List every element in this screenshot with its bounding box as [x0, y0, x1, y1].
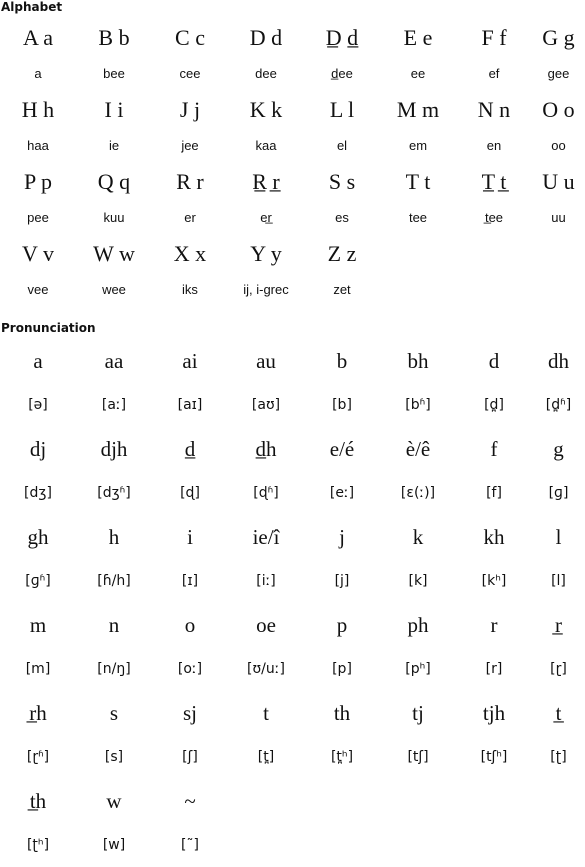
spelling-cell: gh: [27, 525, 49, 549]
letter-name-cell: en: [486, 138, 502, 153]
ipa-cell: [ɽ]: [550, 661, 567, 677]
letter-name-cell: ij, i-grec: [243, 282, 289, 297]
pronunciation-spelling-row: [0, 339, 585, 383]
spelling-cell: [304, 779, 380, 823]
letter-name-cell: zet: [333, 282, 351, 297]
spelling-cell: dh: [548, 349, 569, 373]
letter-name-cell: a: [34, 66, 42, 81]
alphabet-heading: Alphabet: [1, 0, 63, 14]
letter-cell: G g: [542, 25, 575, 50]
letter-name-cell: [532, 272, 585, 308]
letter-name-cell: haa: [27, 138, 49, 153]
letter-name-cell: bee: [103, 66, 125, 81]
letter-cell: X x: [173, 241, 207, 266]
spelling-cell: ~: [184, 789, 196, 813]
letter-name-cell: t̲ee: [484, 210, 504, 225]
letter-cell: I i: [104, 97, 124, 122]
ipa-cell: [tʃ]: [407, 749, 429, 765]
pronunciation-ipa-row: [0, 471, 585, 515]
letter-name-cell: tee: [408, 210, 428, 225]
spelling-cell: th: [333, 701, 351, 725]
pronunciation-spelling-row: [0, 779, 585, 823]
spelling-cell: tj: [412, 701, 424, 725]
letter-name-cell: jee: [181, 138, 199, 153]
ipa-cell: [s]: [104, 749, 124, 765]
letter-name-cell: es: [335, 210, 349, 225]
letter-name-cell: oo: [551, 138, 566, 153]
spelling-cell: i: [187, 525, 193, 549]
alphabet-table: [0, 20, 585, 308]
spelling-cell: r̲h: [29, 701, 47, 725]
letter-name-cell: er: [184, 210, 196, 225]
spelling-cell: t̲: [555, 701, 562, 725]
letter-name-cell: iks: [182, 282, 198, 297]
spelling-cell: b: [336, 349, 348, 373]
pronunciation-ipa-row: [0, 647, 585, 691]
spelling-cell: è/ê: [405, 437, 431, 461]
ipa-cell: [oː]: [177, 661, 203, 677]
letter-name-cell: gee: [547, 66, 570, 81]
ipa-cell: [532, 823, 585, 867]
ipa-cell: [ə]: [28, 397, 48, 413]
alphabet-letter-row: [0, 20, 585, 56]
spelling-cell: sj: [182, 701, 197, 725]
spelling-cell: aa: [104, 349, 124, 373]
letter-cell: V v: [22, 241, 54, 266]
ipa-cell: [ɖʱ]: [253, 485, 279, 501]
spelling-cell: bh: [407, 349, 429, 373]
alphabet-letter-row: [0, 236, 585, 272]
pronunciation-ipa-row: [0, 383, 585, 427]
letter-cell: U u: [542, 169, 575, 194]
ipa-cell: [ʃ]: [182, 749, 198, 765]
spelling-cell: m: [29, 613, 47, 637]
spelling-cell: d̲: [184, 437, 196, 461]
spelling-cell: djh: [100, 437, 128, 461]
letter-cell: [380, 236, 456, 272]
spelling-cell: p: [336, 613, 348, 637]
alphabet-letter-row: [0, 164, 585, 200]
letter-cell: [456, 236, 532, 272]
letter-name-cell: cee: [179, 66, 201, 81]
letter-name-cell: ee: [410, 66, 426, 81]
spelling-cell: a: [33, 349, 43, 373]
spelling-cell: r: [490, 613, 498, 637]
letter-cell: T t: [405, 169, 431, 194]
letter-cell: Q q: [97, 169, 131, 194]
spelling-cell: [532, 779, 585, 823]
letter-cell: S s: [328, 169, 356, 194]
spelling-cell: f: [490, 437, 498, 461]
alphabet-letter-row: [0, 92, 585, 128]
ipa-cell: [ɡʱ]: [25, 573, 51, 589]
letter-name-cell: [380, 272, 456, 308]
ipa-cell: [b]: [332, 397, 352, 413]
letter-cell: J j: [179, 97, 201, 122]
letter-name-cell: [456, 272, 532, 308]
ipa-cell: [t̪]: [257, 749, 275, 765]
letter-cell: W w: [93, 241, 135, 266]
ipa-cell: [ɡ]: [548, 485, 569, 501]
ipa-cell: [n/ŋ]: [97, 661, 131, 677]
spelling-cell: ph: [407, 613, 429, 637]
spelling-cell: d̲h: [255, 437, 277, 461]
ipa-cell: [dʒʱ]: [97, 485, 131, 501]
ipa-cell: [m]: [25, 661, 51, 677]
ipa-cell: [˜]: [181, 837, 199, 853]
letter-name-cell: em: [408, 138, 428, 153]
letter-name-cell: ef: [488, 66, 500, 81]
pronunciation-spelling-row: [0, 427, 585, 471]
letter-cell: K k: [249, 97, 283, 122]
ipa-cell: [380, 823, 456, 867]
pronunciation-spelling-row: [0, 515, 585, 559]
spelling-cell: kh: [483, 525, 505, 549]
alphabet-letter-name-row: [0, 128, 585, 164]
letter-cell: N n: [477, 97, 511, 122]
ipa-cell: [228, 823, 304, 867]
ipa-cell: [ʈ]: [550, 749, 567, 765]
pronunciation-ipa-row: [0, 735, 585, 779]
letter-cell: Y y: [250, 241, 282, 266]
ipa-cell: [j]: [334, 573, 350, 589]
spelling-cell: ai: [182, 349, 198, 373]
ipa-cell: [t̪ʰ]: [330, 749, 354, 765]
letter-cell: O o: [542, 97, 575, 122]
spelling-cell: [456, 779, 532, 823]
letter-cell: F f: [481, 25, 507, 50]
spelling-cell: au: [256, 349, 276, 373]
letter-cell: A a: [23, 25, 53, 50]
pronunciation-table: [0, 339, 585, 867]
ipa-cell: [w]: [102, 837, 126, 853]
ipa-cell: [ɽʱ]: [26, 749, 50, 765]
ipa-cell: [ʈʰ]: [26, 837, 50, 853]
spelling-cell: t: [263, 701, 269, 725]
spelling-cell: w: [106, 789, 122, 813]
letter-name-cell: ie: [108, 138, 120, 153]
spelling-cell: l: [555, 525, 562, 549]
ipa-cell: [ɦ/h]: [97, 573, 131, 589]
spelling-cell: j: [339, 525, 345, 549]
ipa-cell: [tʃʰ]: [480, 749, 508, 765]
pronunciation-spelling-row: [0, 691, 585, 735]
ipa-cell: [d̪]: [484, 397, 504, 413]
ipa-cell: [ɖ]: [180, 485, 200, 501]
ipa-cell: [f]: [486, 485, 502, 501]
pronunciation-spelling-row: [0, 603, 585, 647]
pronunciation-ipa-row: [0, 823, 585, 867]
spelling-cell: n: [108, 613, 120, 637]
ipa-cell: [kʰ]: [481, 573, 507, 589]
ipa-cell: [ɛ(ː)]: [400, 485, 436, 501]
spelling-cell: t̲h: [29, 789, 47, 813]
letter-cell: P p: [24, 169, 52, 194]
letter-name-cell: kuu: [103, 210, 125, 225]
ipa-cell: [pʰ]: [405, 661, 431, 677]
spelling-cell: tjh: [482, 701, 506, 725]
ipa-cell: [k]: [408, 573, 428, 589]
letter-name-cell: el: [336, 138, 348, 153]
spelling-cell: r̲: [555, 613, 562, 637]
letter-name-cell: wee: [102, 282, 126, 297]
ipa-cell: [ʊ/uː]: [247, 661, 285, 677]
letter-cell: E e: [403, 25, 433, 50]
ipa-cell: [r]: [485, 661, 503, 677]
spelling-cell: s: [109, 701, 119, 725]
letter-cell: R r: [176, 169, 204, 194]
letter-cell: M m: [396, 97, 440, 122]
spelling-cell: oe: [256, 613, 276, 637]
letter-cell: H h: [21, 97, 55, 122]
letter-name-cell: d̲ee: [331, 66, 353, 81]
spelling-cell: d: [488, 349, 500, 373]
letter-cell: D d: [249, 25, 283, 50]
alphabet-letter-name-row: [0, 200, 585, 236]
ipa-cell: [aɪ]: [177, 397, 203, 413]
letter-cell: D̲ d̲: [325, 25, 359, 50]
ipa-cell: [iː]: [256, 573, 276, 589]
ipa-cell: [ɪ]: [181, 573, 199, 589]
letter-cell: B b: [98, 25, 130, 50]
ipa-cell: [bʱ]: [405, 397, 431, 413]
letter-name-cell: pee: [27, 210, 49, 225]
ipa-cell: [p]: [332, 661, 352, 677]
spelling-cell: ie/î: [252, 525, 280, 549]
spelling-cell: e/é: [329, 437, 355, 461]
ipa-cell: [dʒ]: [24, 485, 52, 501]
letter-cell: [532, 236, 585, 272]
letter-name-cell: dee: [255, 66, 277, 81]
ipa-cell: [aʊ]: [251, 397, 281, 413]
letter-name-cell: kaa: [255, 138, 277, 153]
ipa-cell: [aː]: [101, 397, 127, 413]
spelling-cell: [228, 779, 304, 823]
letter-cell: T̲ t̲: [481, 169, 507, 194]
alphabet-letter-name-row: [0, 272, 585, 308]
spelling-cell: k: [412, 525, 424, 549]
letter-cell: L l: [329, 97, 355, 122]
ipa-cell: [eː]: [329, 485, 355, 501]
letter-cell: Z z: [327, 241, 357, 266]
ipa-cell: [304, 823, 380, 867]
letter-name-cell: uu: [551, 210, 566, 225]
spelling-cell: h: [108, 525, 120, 549]
ipa-cell: [456, 823, 532, 867]
spelling-cell: o: [184, 613, 196, 637]
letter-cell: C c: [175, 25, 205, 50]
letter-name-cell: er̲: [260, 210, 272, 225]
spelling-cell: dj: [29, 437, 47, 461]
spelling-cell: [380, 779, 456, 823]
spelling-cell: g: [553, 437, 564, 461]
ipa-cell: [d̪ʱ]: [545, 397, 572, 413]
ipa-cell: [l]: [551, 573, 566, 589]
pronunciation-ipa-row: [0, 559, 585, 603]
letter-name-cell: vee: [27, 282, 49, 297]
pronunciation-heading: Pronunciation: [1, 321, 96, 335]
alphabet-letter-name-row: [0, 56, 585, 92]
letter-cell: R̲ r̲: [252, 169, 280, 194]
